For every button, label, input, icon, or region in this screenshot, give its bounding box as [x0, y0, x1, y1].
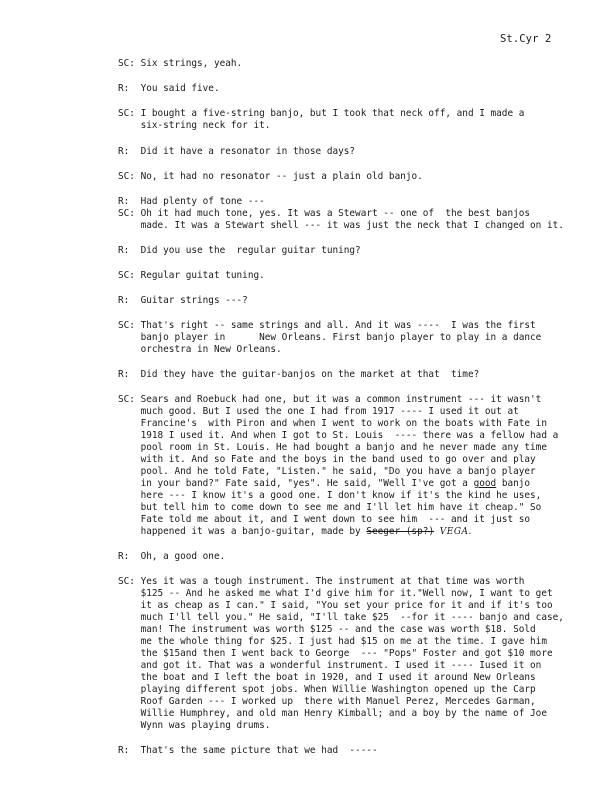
transcript-line: SC: No, it had no resonator -- just a plain old banjo. — [118, 171, 423, 182]
line-text: in your band?" Fate said, "yes". He said, "Well I've got a — [118, 478, 474, 489]
transcript-line: Wynn was playing drums. — [118, 720, 271, 731]
struck-text: Seeger (sp?) — [366, 526, 435, 537]
transcript-line: it as cheap as I can." I said, "You set your price for it and if it's too — [118, 600, 553, 611]
transcript-line: man! The instrument was worth $125 -- and the case was worth $18. Sold — [118, 624, 536, 635]
transcript-line: SC: Sears and Roebuck had one, but it was a common instrument --- it wasn't — [118, 394, 542, 405]
transcript-line: but tell him to come down to see me and I'll let him have it cheap." So — [118, 502, 542, 513]
transcript-line: made. It was a Stewart shell --- it was just the neck that I changed on it. — [118, 220, 564, 231]
transcript-line: Willie Humphrey, and old man Henry Kimball; and a boy by the name of Joe — [118, 708, 547, 719]
transcript-line: SC: Yes it was a tough instrument. The instrument at that time was worth — [118, 576, 525, 587]
transcript-line: SC: Oh it had much tone, yes. It was a Stewart -- one of the best banjos — [118, 208, 531, 219]
transcript-line — [118, 526, 472, 538]
transcript-line: playing different spot jobs. When Willie Washington opened up the Carp — [118, 684, 536, 695]
transcript-line: SC: Regular guitat tuning. — [118, 270, 265, 281]
transcript-line: and got it. That was a wonderful instrument. I used it ---- Iused it on — [118, 660, 542, 671]
line-text: banjo — [496, 478, 531, 489]
transcript-line: much good. But I used the one I had from 1917 ---- I used it out at — [118, 406, 519, 417]
transcript-line: the $15and then I went back to George --- "Pops" Foster and got $10 more — [118, 648, 553, 659]
transcript-line: Fate told me about it, and I went down to see him --- and it just so — [118, 514, 531, 525]
transcript-line: R: Did it have a resonator in those days? — [118, 146, 356, 157]
transcript-line: here --- I know it's a good one. I don't know if it's the kind he uses, — [118, 490, 542, 501]
transcript-line: 1918 I used it. And when I got to St. Louis ---- there was a fellow had a — [118, 430, 559, 441]
transcript-line: R: You said five. — [118, 83, 220, 94]
transcript-line: orchestra in New Orleans. — [118, 344, 282, 355]
line-text: happened it was a banjo-guitar, made by — [118, 526, 367, 537]
underlined-word: good — [473, 478, 497, 489]
transcript-line: R: Oh, a good one. — [118, 551, 226, 562]
transcript-line: Francine's with Piron and when I went to work on the boats with Fate in — [118, 418, 547, 429]
transcript-line: R: Did they have the guitar-banjos on the market at that time? — [118, 369, 480, 380]
transcript-line: pool. And he told Fate, "Listen." he said, "Do you have a banjo player — [118, 466, 536, 477]
transcript-line: SC: That's right -- same strings and all. And it was ---- I was the first — [118, 320, 536, 331]
transcript-line: me the whole thing for $25. I just had $15 on me at the time. I gave him — [118, 636, 547, 647]
transcript-line: R: Guitar strings ---? — [118, 295, 248, 306]
transcript-line: with it. And so Fate and the boys in the band used to go over and play — [118, 454, 536, 465]
transcript-line: six-string neck for it. — [118, 120, 271, 131]
transcript-line — [118, 478, 530, 489]
transcript-line: R: Did you use the regular guitar tuning? — [118, 245, 361, 256]
transcript-line: $125 -- And he asked me what I'd give him for it."Well now, I want to get — [118, 588, 553, 599]
transcript-line: R: Had plenty of tone --- — [118, 196, 265, 207]
transcript-line: SC: I bought a five-string banjo, but I took that neck off, and I made a — [118, 108, 525, 119]
transcript-line: much I'll tell you." He said, "I'll take $25 --for it ---- banjo and case, — [118, 612, 564, 623]
transcript-line: SC: Six strings, yeah. — [118, 58, 243, 69]
transcript-line: Roof Garden --- I worked up there with Manuel Perez, Mercedes Garman, — [118, 696, 536, 707]
transcript-line: banjo player in New Orleans. First banjo player to play in a dance — [118, 332, 542, 343]
transcript-line: pool room in St. Louis. He had bought a banjo and he never made any time — [118, 442, 547, 453]
page-reference: St.Cyr 2 — [500, 33, 552, 45]
transcript-line: the boat and I left the boat in 1920, and I used it around New Orleans — [118, 672, 536, 683]
transcript-line: R: That's the same picture that we had ----- — [118, 745, 378, 756]
handwritten-correction: VEGA. — [439, 527, 472, 537]
